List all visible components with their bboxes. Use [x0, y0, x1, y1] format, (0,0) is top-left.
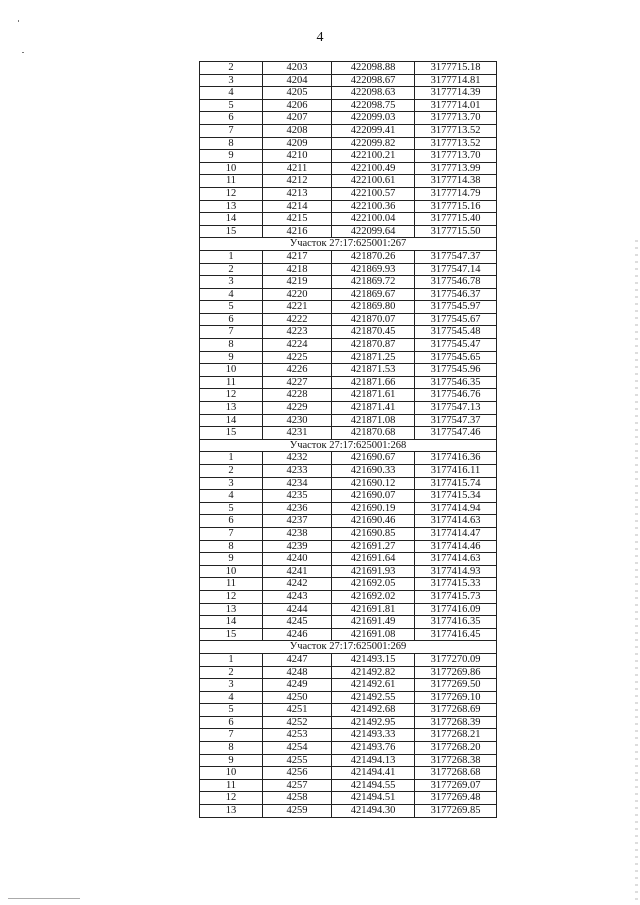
- y-coordinate-cell: 3177414.93: [415, 565, 497, 578]
- x-coordinate-cell: 421494.30: [332, 805, 415, 818]
- row-number-cell: 12: [200, 590, 263, 603]
- point-number-cell: 4249: [263, 679, 332, 692]
- table-row: [200, 301, 497, 314]
- point-number-cell: 4255: [263, 754, 332, 767]
- table-row: [200, 74, 497, 87]
- x-coordinate-cell: 422099.82: [332, 137, 415, 150]
- row-number-cell: 9: [200, 351, 263, 364]
- y-coordinate-cell: 3177546.76: [415, 389, 497, 402]
- row-number-cell: 13: [200, 603, 263, 616]
- table-row: [200, 742, 497, 755]
- table-row: [200, 691, 497, 704]
- y-coordinate-cell: 3177270.09: [415, 653, 497, 666]
- y-coordinate-cell: 3177546.35: [415, 376, 497, 389]
- table-row: [200, 527, 497, 540]
- table-row: [200, 187, 497, 200]
- x-coordinate-cell: 422100.49: [332, 162, 415, 175]
- x-coordinate-cell: 421871.53: [332, 364, 415, 377]
- x-coordinate-cell: 422098.88: [332, 62, 415, 75]
- y-coordinate-cell: 3177713.52: [415, 124, 497, 137]
- row-number-cell: 6: [200, 112, 263, 125]
- table-row: [200, 565, 497, 578]
- y-coordinate-cell: 3177713.70: [415, 150, 497, 163]
- point-number-cell: 4238: [263, 527, 332, 540]
- table-row: [200, 414, 497, 427]
- row-number-cell: 14: [200, 414, 263, 427]
- row-number-cell: 7: [200, 527, 263, 540]
- x-coordinate-cell: 422100.57: [332, 187, 415, 200]
- x-coordinate-cell: 421690.33: [332, 465, 415, 478]
- row-number-cell: 5: [200, 99, 263, 112]
- table-row: [200, 250, 497, 263]
- table-row: [200, 628, 497, 641]
- point-number-cell: 4212: [263, 175, 332, 188]
- x-coordinate-cell: 421869.93: [332, 263, 415, 276]
- row-number-cell: 4: [200, 87, 263, 100]
- page-number: 4: [316, 30, 324, 45]
- point-number-cell: 4207: [263, 112, 332, 125]
- row-number-cell: 3: [200, 276, 263, 289]
- point-number-cell: 4257: [263, 779, 332, 792]
- table-row: [200, 389, 497, 402]
- row-number-cell: 15: [200, 628, 263, 641]
- table-row: [200, 452, 497, 465]
- y-coordinate-cell: 3177414.63: [415, 553, 497, 566]
- point-number-cell: 4208: [263, 124, 332, 137]
- table-row: [200, 779, 497, 792]
- y-coordinate-cell: 3177546.78: [415, 276, 497, 289]
- row-number-cell: 12: [200, 389, 263, 402]
- x-coordinate-cell: 421871.66: [332, 376, 415, 389]
- point-number-cell: 4221: [263, 301, 332, 314]
- y-coordinate-cell: 3177715.18: [415, 62, 497, 75]
- row-number-cell: 7: [200, 729, 263, 742]
- y-coordinate-cell: 3177547.14: [415, 263, 497, 276]
- point-number-cell: 4205: [263, 87, 332, 100]
- x-coordinate-cell: 421691.27: [332, 540, 415, 553]
- y-coordinate-cell: 3177414.94: [415, 502, 497, 515]
- point-number-cell: 4234: [263, 477, 332, 490]
- table-row: [200, 729, 497, 742]
- coordinates-table: [199, 61, 497, 818]
- table-row: [200, 364, 497, 377]
- x-coordinate-cell: 421691.81: [332, 603, 415, 616]
- row-number-cell: 2: [200, 666, 263, 679]
- row-number-cell: 8: [200, 339, 263, 352]
- table-row: [200, 666, 497, 679]
- table-row: [200, 150, 497, 163]
- x-coordinate-cell: 421493.76: [332, 742, 415, 755]
- point-number-cell: 4233: [263, 465, 332, 478]
- x-coordinate-cell: 421690.67: [332, 452, 415, 465]
- point-number-cell: 4223: [263, 326, 332, 339]
- row-number-cell: 11: [200, 779, 263, 792]
- x-coordinate-cell: 421871.41: [332, 402, 415, 415]
- x-coordinate-cell: 422098.63: [332, 87, 415, 100]
- x-coordinate-cell: 421691.93: [332, 565, 415, 578]
- table-row: [200, 124, 497, 137]
- y-coordinate-cell: 3177268.21: [415, 729, 497, 742]
- y-coordinate-cell: 3177415.74: [415, 477, 497, 490]
- scan-line: [8, 898, 80, 899]
- point-number-cell: 4224: [263, 339, 332, 352]
- row-number-cell: 6: [200, 515, 263, 528]
- x-coordinate-cell: 421690.19: [332, 502, 415, 515]
- x-coordinate-cell: 421690.12: [332, 477, 415, 490]
- point-number-cell: 4209: [263, 137, 332, 150]
- x-coordinate-cell: 422100.36: [332, 200, 415, 213]
- point-number-cell: 4217: [263, 250, 332, 263]
- point-number-cell: 4218: [263, 263, 332, 276]
- row-number-cell: 12: [200, 792, 263, 805]
- table-row: [200, 553, 497, 566]
- y-coordinate-cell: 3177713.99: [415, 162, 497, 175]
- y-coordinate-cell: 3177714.38: [415, 175, 497, 188]
- y-coordinate-cell: 3177715.16: [415, 200, 497, 213]
- x-coordinate-cell: 421494.13: [332, 754, 415, 767]
- point-number-cell: 4237: [263, 515, 332, 528]
- x-coordinate-cell: 421870.45: [332, 326, 415, 339]
- section-title: Участок 27:17:625001:269: [200, 641, 497, 654]
- table-row: [200, 99, 497, 112]
- x-coordinate-cell: 422100.04: [332, 213, 415, 226]
- row-number-cell: 11: [200, 578, 263, 591]
- y-coordinate-cell: 3177415.73: [415, 590, 497, 603]
- row-number-cell: 13: [200, 200, 263, 213]
- point-number-cell: 4213: [263, 187, 332, 200]
- x-coordinate-cell: 421494.51: [332, 792, 415, 805]
- section-header-row: [200, 641, 497, 654]
- row-number-cell: 7: [200, 124, 263, 137]
- y-coordinate-cell: 3177545.97: [415, 301, 497, 314]
- y-coordinate-cell: 3177268.39: [415, 716, 497, 729]
- row-number-cell: 5: [200, 704, 263, 717]
- row-number-cell: 9: [200, 754, 263, 767]
- point-number-cell: 4239: [263, 540, 332, 553]
- x-coordinate-cell: 421492.55: [332, 691, 415, 704]
- scan-mark: [18, 20, 19, 22]
- x-coordinate-cell: 421871.61: [332, 389, 415, 402]
- row-number-cell: 13: [200, 805, 263, 818]
- y-coordinate-cell: 3177715.50: [415, 225, 497, 238]
- x-coordinate-cell: 421870.26: [332, 250, 415, 263]
- row-number-cell: 14: [200, 616, 263, 629]
- point-number-cell: 4214: [263, 200, 332, 213]
- y-coordinate-cell: 3177714.81: [415, 74, 497, 87]
- x-coordinate-cell: 421691.08: [332, 628, 415, 641]
- x-coordinate-cell: 422098.67: [332, 74, 415, 87]
- section-title: Участок 27:17:625001:267: [200, 238, 497, 251]
- point-number-cell: 4236: [263, 502, 332, 515]
- x-coordinate-cell: 421869.67: [332, 288, 415, 301]
- x-coordinate-cell: 421494.55: [332, 779, 415, 792]
- table-row: [200, 653, 497, 666]
- point-number-cell: 4243: [263, 590, 332, 603]
- y-coordinate-cell: 3177416.09: [415, 603, 497, 616]
- table-row: [200, 263, 497, 276]
- table-row: [200, 590, 497, 603]
- x-coordinate-cell: 421690.46: [332, 515, 415, 528]
- point-number-cell: 4215: [263, 213, 332, 226]
- table-row: [200, 162, 497, 175]
- y-coordinate-cell: 3177713.70: [415, 112, 497, 125]
- x-coordinate-cell: 421871.25: [332, 351, 415, 364]
- point-number-cell: 4259: [263, 805, 332, 818]
- y-coordinate-cell: 3177714.79: [415, 187, 497, 200]
- point-number-cell: 4242: [263, 578, 332, 591]
- table-row: [200, 754, 497, 767]
- table-row: [200, 276, 497, 289]
- row-number-cell: 1: [200, 653, 263, 666]
- section-title: Участок 27:17:625001:268: [200, 439, 497, 452]
- table-row: [200, 200, 497, 213]
- y-coordinate-cell: 3177415.34: [415, 490, 497, 503]
- x-coordinate-cell: 421492.68: [332, 704, 415, 717]
- table-row: [200, 805, 497, 818]
- y-coordinate-cell: 3177416.11: [415, 465, 497, 478]
- point-number-cell: 4204: [263, 74, 332, 87]
- row-number-cell: 4: [200, 288, 263, 301]
- y-coordinate-cell: 3177269.10: [415, 691, 497, 704]
- y-coordinate-cell: 3177416.36: [415, 452, 497, 465]
- table-row: [200, 351, 497, 364]
- y-coordinate-cell: 3177547.37: [415, 250, 497, 263]
- row-number-cell: 9: [200, 553, 263, 566]
- table-row: [200, 792, 497, 805]
- x-coordinate-cell: 421870.87: [332, 339, 415, 352]
- point-number-cell: 4219: [263, 276, 332, 289]
- table-row: [200, 578, 497, 591]
- row-number-cell: 1: [200, 250, 263, 263]
- y-coordinate-cell: 3177545.48: [415, 326, 497, 339]
- x-coordinate-cell: 421870.07: [332, 313, 415, 326]
- table-row: [200, 225, 497, 238]
- y-coordinate-cell: 3177416.45: [415, 628, 497, 641]
- row-number-cell: 14: [200, 213, 263, 226]
- x-coordinate-cell: 422099.64: [332, 225, 415, 238]
- y-coordinate-cell: 3177545.67: [415, 313, 497, 326]
- x-coordinate-cell: 422099.41: [332, 124, 415, 137]
- table-row: [200, 427, 497, 440]
- table-row: [200, 540, 497, 553]
- y-coordinate-cell: 3177414.63: [415, 515, 497, 528]
- point-number-cell: 4225: [263, 351, 332, 364]
- table-row: [200, 313, 497, 326]
- x-coordinate-cell: 421493.15: [332, 653, 415, 666]
- row-number-cell: 9: [200, 150, 263, 163]
- point-number-cell: 4235: [263, 490, 332, 503]
- x-coordinate-cell: 422099.03: [332, 112, 415, 125]
- point-number-cell: 4216: [263, 225, 332, 238]
- row-number-cell: 7: [200, 326, 263, 339]
- row-number-cell: 4: [200, 691, 263, 704]
- y-coordinate-cell: 3177268.38: [415, 754, 497, 767]
- y-coordinate-cell: 3177269.85: [415, 805, 497, 818]
- table-row: [200, 112, 497, 125]
- table-row: [200, 376, 497, 389]
- table-row: [200, 603, 497, 616]
- x-coordinate-cell: 421690.85: [332, 527, 415, 540]
- point-number-cell: 4203: [263, 62, 332, 75]
- coordinates-table-body: [200, 62, 497, 818]
- table-row: [200, 175, 497, 188]
- y-coordinate-cell: 3177713.52: [415, 137, 497, 150]
- point-number-cell: 4220: [263, 288, 332, 301]
- x-coordinate-cell: 421690.07: [332, 490, 415, 503]
- x-coordinate-cell: 421493.33: [332, 729, 415, 742]
- y-coordinate-cell: 3177416.35: [415, 616, 497, 629]
- y-coordinate-cell: 3177715.40: [415, 213, 497, 226]
- point-number-cell: 4258: [263, 792, 332, 805]
- y-coordinate-cell: 3177415.33: [415, 578, 497, 591]
- x-coordinate-cell: 422100.61: [332, 175, 415, 188]
- x-coordinate-cell: 422100.21: [332, 150, 415, 163]
- point-number-cell: 4231: [263, 427, 332, 440]
- row-number-cell: 10: [200, 565, 263, 578]
- y-coordinate-cell: 3177545.65: [415, 351, 497, 364]
- x-coordinate-cell: 421494.41: [332, 767, 415, 780]
- section-header-row: [200, 439, 497, 452]
- point-number-cell: 4222: [263, 313, 332, 326]
- point-number-cell: 4229: [263, 402, 332, 415]
- row-number-cell: 5: [200, 301, 263, 314]
- table-row: [200, 616, 497, 629]
- row-number-cell: 10: [200, 364, 263, 377]
- row-number-cell: 11: [200, 175, 263, 188]
- y-coordinate-cell: 3177714.39: [415, 87, 497, 100]
- row-number-cell: 5: [200, 502, 263, 515]
- row-number-cell: 10: [200, 767, 263, 780]
- y-coordinate-cell: 3177414.46: [415, 540, 497, 553]
- table-row: [200, 490, 497, 503]
- table-row: [200, 62, 497, 75]
- point-number-cell: 4240: [263, 553, 332, 566]
- row-number-cell: 12: [200, 187, 263, 200]
- y-coordinate-cell: 3177547.13: [415, 402, 497, 415]
- y-coordinate-cell: 3177414.47: [415, 527, 497, 540]
- point-number-cell: 4211: [263, 162, 332, 175]
- row-number-cell: 2: [200, 62, 263, 75]
- y-coordinate-cell: 3177268.68: [415, 767, 497, 780]
- y-coordinate-cell: 3177269.50: [415, 679, 497, 692]
- point-number-cell: 4254: [263, 742, 332, 755]
- point-number-cell: 4251: [263, 704, 332, 717]
- point-number-cell: 4246: [263, 628, 332, 641]
- y-coordinate-cell: 3177269.86: [415, 666, 497, 679]
- row-number-cell: 10: [200, 162, 263, 175]
- y-coordinate-cell: 3177269.48: [415, 792, 497, 805]
- row-number-cell: 8: [200, 742, 263, 755]
- point-number-cell: 4241: [263, 565, 332, 578]
- row-number-cell: 4: [200, 490, 263, 503]
- point-number-cell: 4244: [263, 603, 332, 616]
- y-coordinate-cell: 3177268.69: [415, 704, 497, 717]
- table-row: [200, 288, 497, 301]
- point-number-cell: 4248: [263, 666, 332, 679]
- x-coordinate-cell: 421870.68: [332, 427, 415, 440]
- point-number-cell: 4206: [263, 99, 332, 112]
- x-coordinate-cell: 421492.82: [332, 666, 415, 679]
- y-coordinate-cell: 3177545.47: [415, 339, 497, 352]
- point-number-cell: 4226: [263, 364, 332, 377]
- row-number-cell: 3: [200, 477, 263, 490]
- row-number-cell: 2: [200, 465, 263, 478]
- table-row: [200, 87, 497, 100]
- table-row: [200, 137, 497, 150]
- x-coordinate-cell: 421692.02: [332, 590, 415, 603]
- y-coordinate-cell: 3177547.46: [415, 427, 497, 440]
- row-number-cell: 6: [200, 313, 263, 326]
- x-coordinate-cell: 422098.75: [332, 99, 415, 112]
- x-coordinate-cell: 421492.95: [332, 716, 415, 729]
- point-number-cell: 4256: [263, 767, 332, 780]
- point-number-cell: 4228: [263, 389, 332, 402]
- row-number-cell: 2: [200, 263, 263, 276]
- y-coordinate-cell: 3177546.37: [415, 288, 497, 301]
- x-coordinate-cell: 421492.61: [332, 679, 415, 692]
- point-number-cell: 4227: [263, 376, 332, 389]
- row-number-cell: 6: [200, 716, 263, 729]
- point-number-cell: 4232: [263, 452, 332, 465]
- y-coordinate-cell: 3177714.01: [415, 99, 497, 112]
- table-row: [200, 465, 497, 478]
- scan-mark: [22, 52, 24, 53]
- table-row: [200, 326, 497, 339]
- point-number-cell: 4247: [263, 653, 332, 666]
- row-number-cell: 15: [200, 427, 263, 440]
- point-number-cell: 4250: [263, 691, 332, 704]
- table-row: [200, 716, 497, 729]
- point-number-cell: 4253: [263, 729, 332, 742]
- point-number-cell: 4230: [263, 414, 332, 427]
- point-number-cell: 4245: [263, 616, 332, 629]
- table-row: [200, 679, 497, 692]
- table-row: [200, 704, 497, 717]
- x-coordinate-cell: 421869.80: [332, 301, 415, 314]
- table-row: [200, 339, 497, 352]
- row-number-cell: 8: [200, 137, 263, 150]
- row-number-cell: 15: [200, 225, 263, 238]
- x-coordinate-cell: 421869.72: [332, 276, 415, 289]
- x-coordinate-cell: 421692.05: [332, 578, 415, 591]
- section-header-row: [200, 238, 497, 251]
- y-coordinate-cell: 3177268.20: [415, 742, 497, 755]
- table-row: [200, 213, 497, 226]
- table-row: [200, 477, 497, 490]
- row-number-cell: 3: [200, 74, 263, 87]
- point-number-cell: 4252: [263, 716, 332, 729]
- table-row: [200, 402, 497, 415]
- table-row: [200, 502, 497, 515]
- table-row: [200, 515, 497, 528]
- row-number-cell: 1: [200, 452, 263, 465]
- y-coordinate-cell: 3177269.07: [415, 779, 497, 792]
- row-number-cell: 13: [200, 402, 263, 415]
- point-number-cell: 4210: [263, 150, 332, 163]
- y-coordinate-cell: 3177547.37: [415, 414, 497, 427]
- row-number-cell: 3: [200, 679, 263, 692]
- x-coordinate-cell: 421691.49: [332, 616, 415, 629]
- y-coordinate-cell: 3177545.96: [415, 364, 497, 377]
- table-row: [200, 767, 497, 780]
- row-number-cell: 11: [200, 376, 263, 389]
- x-coordinate-cell: 421691.64: [332, 553, 415, 566]
- row-number-cell: 8: [200, 540, 263, 553]
- x-coordinate-cell: 421871.08: [332, 414, 415, 427]
- scan-edge-noise: [635, 240, 638, 900]
